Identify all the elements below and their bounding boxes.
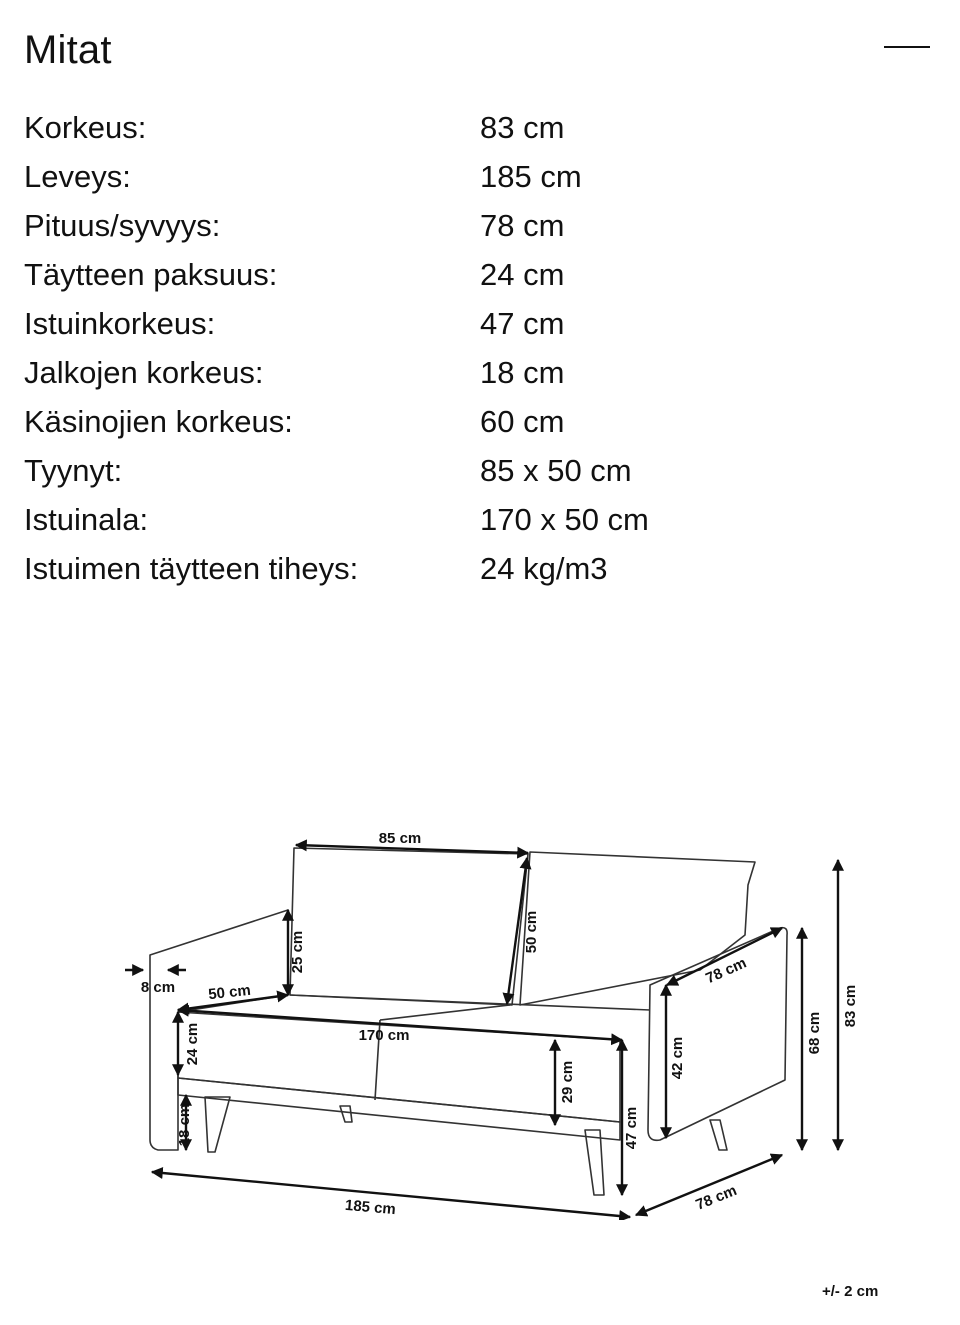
spec-label: Jalkojen korkeus:	[24, 354, 264, 390]
spec-row-filling-density	[24, 544, 744, 593]
minus-icon	[884, 46, 930, 48]
spec-value: 24 kg/m3	[480, 550, 608, 586]
spec-row-depth	[24, 201, 744, 250]
spec-value: 18 cm	[480, 354, 565, 390]
spec-row-cushions	[24, 446, 744, 495]
spec-row-armrest-height	[24, 397, 744, 446]
spec-value: 47 cm	[480, 305, 565, 341]
label-total-width: 185 cm	[344, 1196, 397, 1219]
spec-row-height	[24, 103, 744, 152]
spec-row-width	[24, 152, 744, 201]
label-arm-depth: 78 cm	[703, 954, 750, 988]
label-arm-panel: 42 cm	[669, 1036, 686, 1080]
label-total-height: 83 cm	[842, 984, 859, 1028]
spec-label: Täytteen paksuus:	[24, 256, 278, 292]
spec-row-leg-height	[24, 348, 744, 397]
spec-label: Korkeus:	[24, 109, 147, 145]
label-total-depth: 78 cm	[693, 1181, 740, 1214]
label-cushion-width: 85 cm	[378, 830, 422, 847]
sofa-dimension-diagram	[100, 820, 920, 1220]
spec-value: 85 x 50 cm	[480, 452, 632, 488]
spec-label: Tyynyt:	[24, 452, 123, 488]
spec-value: 60 cm	[480, 403, 565, 439]
spec-row-filling-thickness	[24, 250, 744, 299]
spec-label: Istuinala:	[24, 501, 149, 537]
spec-label: Pituus/syvyys:	[24, 207, 221, 243]
label-leg-height: 18 cm	[176, 1103, 193, 1147]
collapse-button[interactable]	[884, 42, 930, 54]
label-arm-thickness: 8 cm	[140, 979, 176, 996]
dimensions-list	[24, 103, 744, 593]
spec-value: 185 cm	[480, 158, 582, 194]
spec-label: Käsinojien korkeus:	[24, 403, 293, 439]
spec-value: 78 cm	[480, 207, 565, 243]
spec-label: Leveys:	[24, 158, 131, 194]
label-back-above-arm: 25 cm	[289, 930, 306, 974]
spec-value: 83 cm	[480, 109, 565, 145]
label-cushion-height: 50 cm	[523, 910, 540, 954]
section-title: Mitat	[24, 28, 112, 72]
label-arm-height: 68 cm	[806, 1011, 823, 1055]
spec-row-seat-area	[24, 495, 744, 544]
label-seat-width: 170 cm	[358, 1027, 410, 1044]
label-seat-height: 47 cm	[623, 1106, 640, 1150]
label-seat-depth: 50 cm	[207, 981, 252, 1004]
spec-value: 24 cm	[480, 256, 565, 292]
label-seat-frame: 29 cm	[559, 1060, 576, 1104]
tolerance-note: +/- 2 cm	[822, 1283, 879, 1300]
section-header	[24, 24, 930, 80]
spec-label: Istuinkorkeus:	[24, 305, 216, 341]
spec-value: 170 x 50 cm	[480, 501, 649, 537]
spec-row-seat-height	[24, 299, 744, 348]
spec-label: Istuimen täytteen tiheys:	[24, 550, 359, 586]
label-seat-thickness: 24 cm	[184, 1022, 201, 1066]
